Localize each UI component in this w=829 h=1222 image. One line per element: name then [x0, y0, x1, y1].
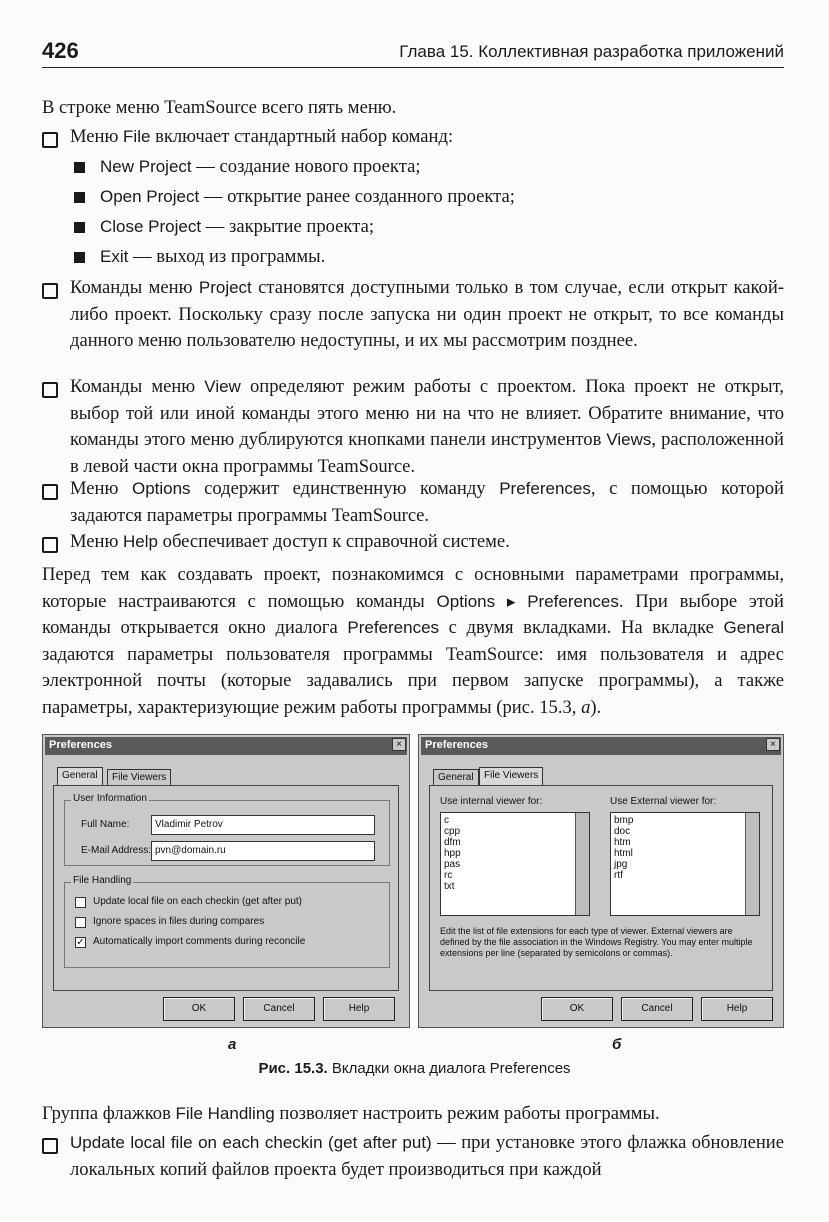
- square-bullet-icon: [74, 252, 85, 263]
- checkbox-label: Automatically import comments during reconcile: [93, 936, 306, 947]
- ok-button[interactable]: OK: [541, 997, 613, 1021]
- options-menu-item: Меню Options содержит единственную команду Preferences, с помощью которой задаются параметры программы TeamSource.: [70, 478, 785, 526]
- file-handling-paragraph: Группа флажков File Handling позволяет настроить режим работы программы.: [42, 1103, 660, 1124]
- sub-item-exit: Exit — выход из программы.: [100, 246, 326, 267]
- checkbox-bullet-icon: [42, 1138, 58, 1154]
- sub-item-open-project: Open Project — открытие ранее созданного проекта;: [100, 186, 515, 207]
- list-item: cpp: [444, 826, 461, 837]
- ok-button[interactable]: OK: [163, 997, 235, 1021]
- checkbox-label: Ignore spaces in files during compares: [93, 916, 265, 927]
- close-icon[interactable]: ×: [766, 738, 780, 751]
- file-handling-group: [64, 875, 390, 968]
- figure-caption: Рис. 15.3. Вкладки окна диалога Preferences: [258, 1060, 571, 1077]
- dialog-title-bar: Preferences: [421, 737, 781, 755]
- checkbox-bullet-icon: [42, 132, 58, 148]
- cancel-button[interactable]: Cancel: [621, 997, 693, 1021]
- list-item: txt: [444, 881, 455, 892]
- group-label: File Handling: [73, 875, 132, 886]
- tab-panel: [429, 785, 773, 991]
- full-name-label: Full Name:: [81, 819, 130, 830]
- list-item: rtf: [614, 870, 623, 881]
- preferences-paragraph: Перед тем как создавать проект, познакомимся с основными параметрами программы, которые настраиваются с помощью команды Options ▸ Preferences. При выборе этой команды открывается окно диалога Preferences с двумя вкладками. На вкладке General задаются параметры пользователя программы TeamSource: имя пользователя и адрес электронной почты (которые задавались при первом запуске программы), а также параметры, характеризующие режим работы программы (рис. 15.3, а).: [42, 564, 784, 718]
- square-bullet-icon: [74, 192, 85, 203]
- user-info-group: [64, 793, 390, 866]
- preferences-dialog-general: [42, 734, 410, 1028]
- tab-file-viewers[interactable]: File Viewers: [107, 769, 171, 785]
- tab-general[interactable]: General: [57, 767, 103, 785]
- update-local-checkbox[interactable]: [75, 897, 86, 908]
- square-bullet-icon: [74, 162, 85, 173]
- list-item: bmp: [614, 815, 634, 826]
- checkbox-label: Update local file on each checkin (get after put): [93, 896, 303, 907]
- checkbox-bullet-icon: [42, 283, 58, 299]
- list-item: pas: [444, 859, 461, 870]
- intro-paragraph: В строке меню TeamSource всего пять меню.: [42, 97, 397, 118]
- chapter-title: Глава 15. Коллективная разработка приложений: [399, 42, 784, 61]
- external-viewer-label: Use External viewer for:: [610, 796, 717, 807]
- external-viewer-list[interactable]: [610, 812, 760, 916]
- cancel-button[interactable]: Cancel: [243, 997, 315, 1021]
- checkbox-bullet-icon: [42, 382, 58, 398]
- list-item: dfm: [444, 837, 461, 848]
- view-menu-item: Команды меню View определяют режим работы с проектом. Пока проект не открыт, выбор той или иной команды этого меню ни на что не влияет. Обратите внимание, что команды этого меню дублируются кнопками панели инструментов Views, расположенной в левой части окна программы TeamSource.: [70, 376, 784, 477]
- list-item: htm: [614, 837, 631, 848]
- tab-general[interactable]: General: [433, 769, 479, 785]
- checkbox-bullet-icon: [42, 484, 58, 500]
- list-item: c: [444, 815, 449, 826]
- viewer-help-note: Edit the list of file extensions for each type of viewer. External viewers are defined by the file association in the Windows Registry. You may enter multiple extensions per line (separated by semicolons or commas).: [440, 926, 753, 958]
- sub-item-close-project: Close Project — закрытие проекта;: [100, 216, 374, 237]
- ignore-spaces-checkbox[interactable]: [75, 917, 86, 928]
- update-local-item: Update local file on each checkin (get after put) — при установке этого флажка обновление локальных копий файлов проекта будет производиться при каждой: [70, 1132, 784, 1180]
- internal-viewer-list[interactable]: [440, 812, 590, 916]
- full-name-field[interactable]: Vladimir Petrov: [151, 815, 375, 835]
- square-bullet-icon: [74, 222, 85, 233]
- list-scrollbar[interactable]: [745, 813, 759, 915]
- group-label: User Information: [73, 793, 147, 804]
- figure-letter-a: а: [228, 1036, 237, 1053]
- help-button[interactable]: Help: [323, 997, 395, 1021]
- email-field[interactable]: pvn@domain.ru: [151, 841, 375, 861]
- internal-viewer-label: Use internal viewer for:: [440, 796, 543, 807]
- list-item: rc: [444, 870, 453, 881]
- preferences-dialog-file-viewers: [418, 734, 784, 1028]
- help-menu-item: Меню Help обеспечивает доступ к справочной системе.: [70, 531, 510, 552]
- figure-letter-b: б: [612, 1036, 622, 1053]
- sub-item-new-project: New Project — создание нового проекта;: [100, 156, 421, 177]
- running-header: [42, 38, 784, 68]
- import-comments-checkbox[interactable]: ✓: [76, 937, 85, 948]
- checkbox-bullet-icon: [42, 537, 58, 553]
- project-menu-item: Команды меню Project становятся доступными только в том случае, если открыт какой-либо проект. Поскольку сразу после запуска ни один проект не открыт, то все команды данного меню пользователю недоступны, и их мы рассмотрим позднее.: [70, 277, 785, 351]
- list-scrollbar[interactable]: [575, 813, 589, 915]
- list-item: jpg: [614, 859, 628, 870]
- email-label: E-Mail Address:: [81, 845, 152, 856]
- close-icon[interactable]: ×: [392, 738, 406, 751]
- dialog-title-bar: Preferences: [45, 737, 407, 755]
- page-number: 426: [42, 38, 79, 63]
- list-item: doc: [614, 826, 631, 837]
- tab-panel: [53, 785, 399, 991]
- list-item: html: [614, 848, 633, 859]
- help-button[interactable]: Help: [701, 997, 773, 1021]
- file-menu-item: Меню File включает стандартный набор команд:: [70, 126, 454, 147]
- list-item: hpp: [444, 848, 461, 859]
- tab-file-viewers[interactable]: File Viewers: [479, 767, 543, 785]
